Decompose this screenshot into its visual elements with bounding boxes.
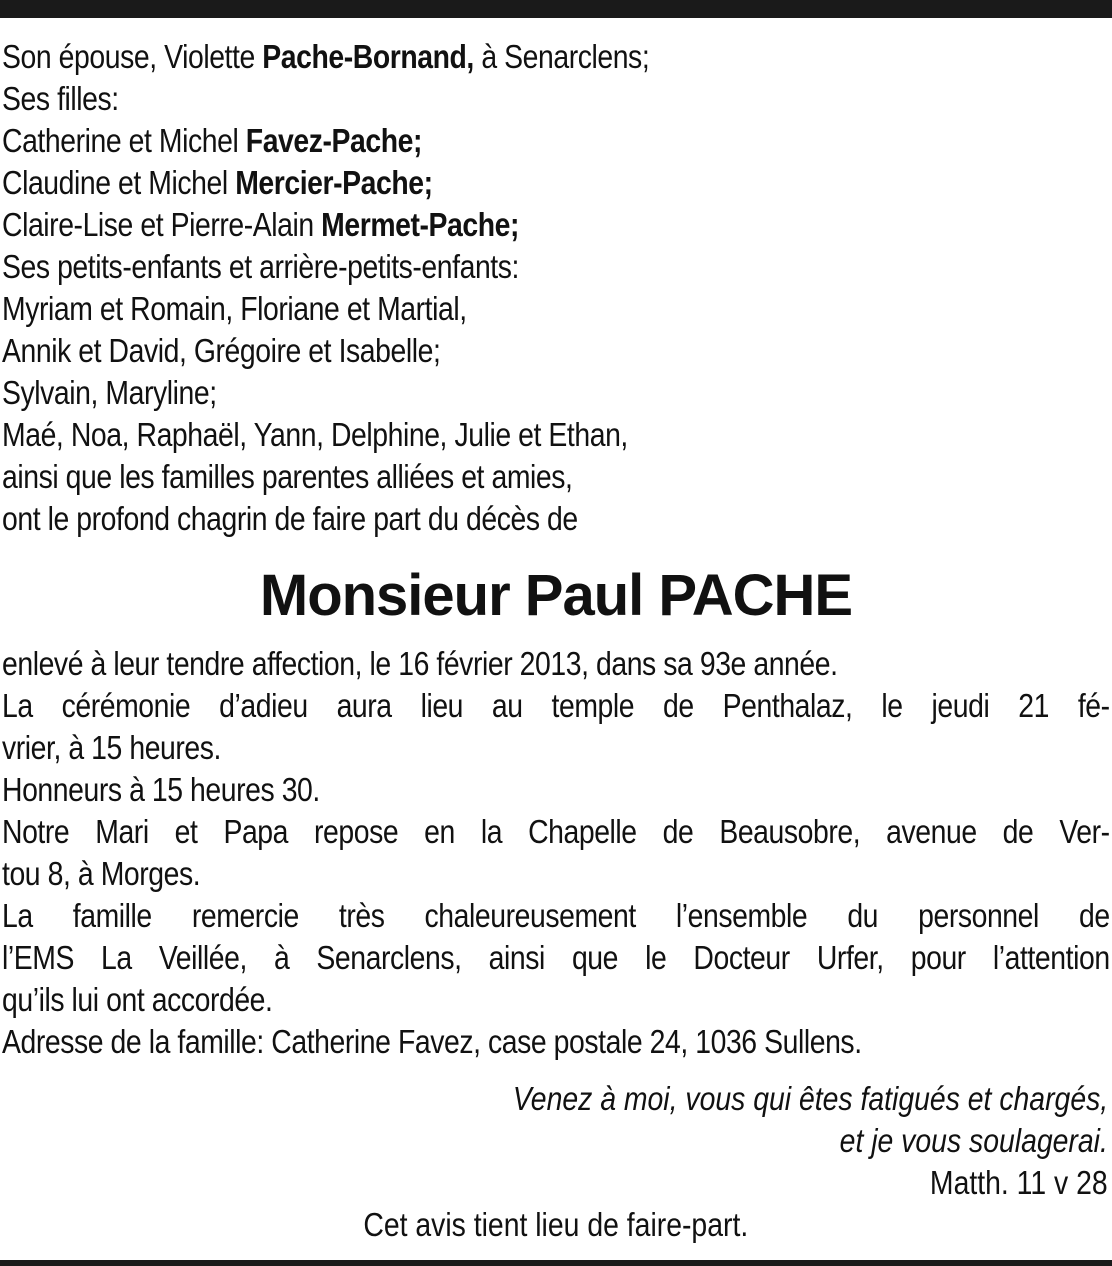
honors-line: Honneurs à 15 heures 30.	[2, 771, 320, 808]
daughters-heading: Ses filles:	[2, 80, 119, 117]
grandchildren-line-2: Annik et David, Grégoire et Isabelle;	[2, 332, 441, 369]
spouse-line	[2, 36, 1111, 78]
grandchildren-line-3: Sylvain, Maryline;	[2, 374, 217, 411]
thanks-line-3: qu’ils lui ont accordée.	[2, 981, 273, 1018]
bible-reference	[208, 1162, 1108, 1204]
ceremony-line-2: vrier, à 15 heures.	[2, 729, 222, 766]
daughter-line-1	[2, 120, 1111, 162]
chapel-line-2: tou 8, à Morges.	[2, 855, 201, 892]
thanks-line-2: l’EMS La Veillée, à Senarclens, ainsi que le Docteur Urfer, pour l’attention	[2, 939, 1110, 976]
bottom-border-rule	[0, 1260, 1112, 1266]
daughter-surname-3: Mermet-Pache;	[321, 206, 520, 243]
great-grandchildren-line: Maé, Noa, Raphaël, Yann, Delphine, Julie et Ethan,	[2, 416, 628, 453]
bible-quote-text-1: Venez à moi, vous qui êtes fatigués et chargés,	[512, 1080, 1108, 1117]
extended-family-line: ainsi que les familles parentes alliées et amies,	[2, 458, 573, 495]
top-border-rule	[0, 0, 1112, 18]
family-list	[2, 36, 1111, 540]
grandchildren-line-1: Myriam et Romain, Floriane et Martial,	[2, 290, 467, 327]
daughter-surname-2: Mercier-Pache;	[235, 164, 433, 201]
bible-reference-text: Matth. 11 v 28	[930, 1164, 1108, 1201]
family-address-line: Adresse de la famille: Catherine Favez, case postale 24, 1036 Sullens.	[2, 1023, 862, 1060]
spouse-text: Son épouse, Violette	[2, 38, 263, 75]
announcement-line: ont le profond chagrin de faire part du décès de	[2, 500, 578, 537]
deceased-name: Monsieur Paul PACHE	[259, 563, 853, 628]
daughter-names-2: Claudine et Michel	[2, 164, 236, 201]
spouse-location: à Senarclens;	[473, 38, 650, 75]
bible-quote-text-2: et je vous soulagerai.	[839, 1122, 1108, 1159]
daughter-line-3	[2, 204, 1111, 246]
bible-quote-line-1	[208, 1078, 1108, 1120]
grandchildren-heading: Ses petits-enfants et arrière-petits-enfants:	[2, 248, 519, 285]
footer-notice	[0, 1204, 1112, 1246]
daughter-line-2	[2, 162, 1111, 204]
thanks-line-1: La famille remercie très chaleureusement l’ensemble du personnel de	[2, 897, 1110, 934]
death-date-line: enlevé à leur tendre affection, le 16 février 2013, dans sa 93e année.	[2, 645, 838, 682]
chapel-line-1: Notre Mari et Papa repose en la Chapelle de Beausobre, avenue de Ver-	[2, 813, 1110, 850]
funeral-details	[2, 643, 1110, 1063]
daughter-surname-1: Favez-Pache;	[245, 122, 423, 159]
bible-quote-line-2	[208, 1120, 1108, 1162]
spouse-surname: Pache-Bornand,	[262, 38, 474, 75]
ceremony-line-1: La cérémonie d’adieu aura lieu au temple de Penthalaz, le jeudi 21 fé-	[2, 687, 1110, 724]
daughter-names-3: Claire-Lise et Pierre-Alain	[2, 206, 322, 243]
daughter-names-1: Catherine et Michel	[2, 122, 246, 159]
footer-notice-text: Cet avis tient lieu de faire-part.	[363, 1206, 749, 1243]
